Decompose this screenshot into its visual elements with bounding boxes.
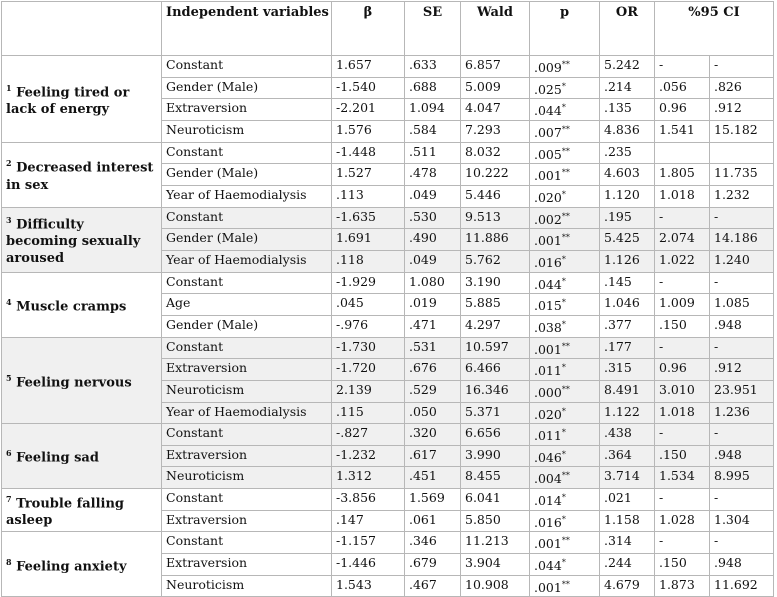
variable-cell: Age (162, 294, 332, 316)
p-value: .001 (534, 233, 562, 249)
beta-cell: -1.929 (332, 272, 405, 294)
ci-upper-cell: - (710, 56, 774, 78)
p-value: .020 (534, 190, 562, 206)
se-cell: .346 (405, 532, 461, 554)
p-cell (530, 99, 600, 121)
or-cell: 1.158 (600, 510, 655, 532)
p-value: .046 (534, 449, 562, 465)
p-cell (530, 467, 600, 489)
or-cell: 5.425 (600, 229, 655, 251)
beta-cell: -1.232 (332, 445, 405, 467)
outcome-number: 3 (6, 214, 12, 225)
se-cell: .471 (405, 315, 461, 337)
ci-lower-cell: - (655, 56, 710, 78)
significance-marker: * (561, 558, 566, 568)
variable-cell: Constant (162, 56, 332, 78)
wald-cell: 11.213 (461, 532, 530, 554)
ci-upper-cell: - (710, 424, 774, 446)
variable-cell: Extraversion (162, 99, 332, 121)
ci-upper-cell (710, 142, 774, 164)
p-cell (530, 120, 600, 142)
p-value: .001 (534, 168, 562, 184)
table-row (2, 337, 774, 359)
significance-marker: * (561, 449, 566, 459)
se-cell: .531 (405, 337, 461, 359)
wald-cell: 10.597 (461, 337, 530, 359)
ci-upper-cell: - (710, 532, 774, 554)
or-cell: 4.836 (600, 120, 655, 142)
significance-marker: ** (561, 233, 570, 243)
beta-cell: .113 (332, 185, 405, 207)
or-cell: .438 (600, 424, 655, 446)
header-se: SE (405, 2, 461, 56)
beta-cell: .147 (332, 510, 405, 532)
outcome-group-label (2, 272, 162, 337)
beta-cell: 1.691 (332, 229, 405, 251)
outcome-title: Trouble falling asleep (6, 496, 125, 529)
se-cell: .529 (405, 380, 461, 402)
p-cell (530, 380, 600, 402)
se-cell: .478 (405, 164, 461, 186)
or-cell: .135 (600, 99, 655, 121)
wald-cell: 5.371 (461, 402, 530, 424)
p-cell (530, 294, 600, 316)
p-cell (530, 207, 600, 229)
variable-cell: Neuroticism (162, 380, 332, 402)
ci-lower-cell: 1.534 (655, 467, 710, 489)
ci-upper-cell: 8.995 (710, 467, 774, 489)
variable-cell: Constant (162, 272, 332, 294)
ci-upper-cell: - (710, 489, 774, 511)
or-cell: .314 (600, 532, 655, 554)
ci-upper-cell: 11.692 (710, 575, 774, 597)
significance-marker: * (561, 514, 566, 524)
se-cell: .511 (405, 142, 461, 164)
significance-marker: ** (561, 384, 570, 394)
se-cell: .676 (405, 359, 461, 381)
p-cell (530, 402, 600, 424)
variable-cell: Neuroticism (162, 467, 332, 489)
ci-upper-cell: 1.240 (710, 250, 774, 272)
or-cell: .315 (600, 359, 655, 381)
table-row (2, 424, 774, 446)
variable-cell: Constant (162, 337, 332, 359)
p-cell (530, 229, 600, 251)
or-cell: 8.491 (600, 380, 655, 402)
variable-cell: Constant (162, 489, 332, 511)
outcome-number: 2 (6, 158, 12, 169)
or-cell: .244 (600, 554, 655, 576)
p-cell (530, 424, 600, 446)
p-value: .005 (534, 146, 562, 162)
ci-lower-cell: 1.018 (655, 185, 710, 207)
p-value: .004 (534, 471, 562, 487)
p-value: .009 (534, 60, 562, 76)
header-independent-variables: Independent variables (162, 2, 332, 56)
wald-cell: 6.041 (461, 489, 530, 511)
ci-upper-cell: .948 (710, 445, 774, 467)
significance-marker: ** (561, 124, 570, 134)
significance-marker: * (561, 319, 566, 329)
or-cell: .214 (600, 77, 655, 99)
ci-upper-cell: 15.182 (710, 120, 774, 142)
beta-cell: -1.157 (332, 532, 405, 554)
outcome-number: 5 (6, 372, 12, 383)
beta-cell: -1.540 (332, 77, 405, 99)
beta-cell: 1.576 (332, 120, 405, 142)
header-p: p (530, 2, 600, 56)
se-cell: .049 (405, 185, 461, 207)
or-cell: 4.603 (600, 164, 655, 186)
outcome-group-label (2, 207, 162, 272)
ci-lower-cell: - (655, 532, 710, 554)
or-cell: 5.242 (600, 56, 655, 78)
p-cell (530, 337, 600, 359)
p-value: .011 (534, 363, 562, 379)
p-cell (530, 185, 600, 207)
table-row (2, 489, 774, 511)
beta-cell: -.827 (332, 424, 405, 446)
p-value: .000 (534, 385, 562, 400)
p-value: .002 (534, 211, 562, 227)
p-cell (530, 489, 600, 511)
p-cell (530, 359, 600, 381)
wald-cell: 8.032 (461, 142, 530, 164)
se-cell: .049 (405, 250, 461, 272)
wald-cell: 9.513 (461, 207, 530, 229)
significance-marker: * (561, 428, 566, 438)
ci-lower-cell: - (655, 272, 710, 294)
beta-cell: 1.543 (332, 575, 405, 597)
regression-table (1, 1, 774, 597)
wald-cell: 3.190 (461, 272, 530, 294)
ci-lower-cell: 1.022 (655, 250, 710, 272)
ci-lower-cell: 3.010 (655, 380, 710, 402)
se-cell: 1.569 (405, 489, 461, 511)
ci-lower-cell: 2.074 (655, 229, 710, 251)
p-value: .044 (534, 558, 562, 574)
p-value: .038 (534, 320, 562, 336)
se-cell: .633 (405, 56, 461, 78)
beta-cell: -1.720 (332, 359, 405, 381)
ci-upper-cell: .826 (710, 77, 774, 99)
variable-cell: Gender (Male) (162, 315, 332, 337)
ci-upper-cell: 14.186 (710, 229, 774, 251)
se-cell: .490 (405, 229, 461, 251)
wald-cell: 8.455 (461, 467, 530, 489)
se-cell: .467 (405, 575, 461, 597)
ci-upper-cell: - (710, 337, 774, 359)
outcome-title: Difficulty becoming sexually aroused (6, 217, 141, 267)
ci-upper-cell: - (710, 272, 774, 294)
p-cell (530, 250, 600, 272)
variable-cell: Year of Haemodialysis (162, 185, 332, 207)
beta-cell: 1.527 (332, 164, 405, 186)
ci-upper-cell: 1.236 (710, 402, 774, 424)
se-cell: .584 (405, 120, 461, 142)
p-cell (530, 554, 600, 576)
p-value: .001 (534, 579, 562, 595)
header-or: OR (600, 2, 655, 56)
ci-lower-cell: 1.873 (655, 575, 710, 597)
ci-upper-cell: .912 (710, 359, 774, 381)
wald-cell: 10.222 (461, 164, 530, 186)
outcome-title: Feeling sad (16, 450, 99, 466)
ci-lower-cell: 0.96 (655, 99, 710, 121)
outcome-group-label (2, 489, 162, 532)
or-cell: 1.046 (600, 294, 655, 316)
ci-lower-cell: 1.009 (655, 294, 710, 316)
significance-marker: ** (561, 168, 570, 178)
beta-cell: -1.446 (332, 554, 405, 576)
ci-lower-cell: - (655, 337, 710, 359)
outcome-group-label (2, 532, 162, 597)
se-cell: .617 (405, 445, 461, 467)
beta-cell: -2.201 (332, 99, 405, 121)
or-cell: 1.122 (600, 402, 655, 424)
wald-cell: 5.009 (461, 77, 530, 99)
ci-upper-cell: 11.735 (710, 164, 774, 186)
beta-cell: -.976 (332, 315, 405, 337)
p-value: .014 (534, 493, 562, 509)
p-value: .015 (534, 298, 562, 314)
se-cell: .530 (405, 207, 461, 229)
ci-lower-cell: .150 (655, 445, 710, 467)
outcome-title: Muscle cramps (16, 299, 127, 315)
wald-cell: 10.908 (461, 575, 530, 597)
p-value: .016 (534, 255, 562, 271)
variable-cell: Neuroticism (162, 120, 332, 142)
p-value: .001 (534, 536, 562, 552)
wald-cell: 7.293 (461, 120, 530, 142)
header-beta: β (332, 2, 405, 56)
significance-marker: * (561, 254, 566, 264)
p-cell (530, 575, 600, 597)
or-cell: .235 (600, 142, 655, 164)
table-body (2, 56, 774, 597)
table-row (2, 207, 774, 229)
significance-marker: ** (561, 60, 570, 69)
or-cell: .145 (600, 272, 655, 294)
variable-cell: Extraversion (162, 554, 332, 576)
or-cell: .021 (600, 489, 655, 511)
beta-cell: -3.856 (332, 489, 405, 511)
significance-marker: * (561, 493, 566, 503)
or-cell: 1.120 (600, 185, 655, 207)
ci-lower-cell (655, 142, 710, 164)
wald-cell: 6.466 (461, 359, 530, 381)
se-cell: .679 (405, 554, 461, 576)
p-cell (530, 445, 600, 467)
significance-marker: ** (561, 536, 570, 546)
variable-cell: Year of Haemodialysis (162, 402, 332, 424)
or-cell: 4.679 (600, 575, 655, 597)
ci-lower-cell: 0.96 (655, 359, 710, 381)
p-cell (530, 142, 600, 164)
table-row (2, 142, 774, 164)
variable-cell: Constant (162, 207, 332, 229)
header-wald: Wald (461, 2, 530, 56)
variable-cell: Gender (Male) (162, 77, 332, 99)
wald-cell: 5.762 (461, 250, 530, 272)
outcome-group-label (2, 337, 162, 424)
wald-cell: 4.297 (461, 315, 530, 337)
p-value: .016 (534, 514, 562, 530)
outcome-title: Feeling anxiety (16, 559, 127, 575)
header-ci: %95 CI (655, 2, 774, 56)
p-value: .007 (534, 125, 562, 141)
wald-cell: 3.904 (461, 554, 530, 576)
ci-upper-cell: 1.232 (710, 185, 774, 207)
or-cell: 1.126 (600, 250, 655, 272)
se-cell: .451 (405, 467, 461, 489)
table-row (2, 532, 774, 554)
table-row (2, 272, 774, 294)
significance-marker: * (561, 406, 566, 416)
ci-lower-cell: .150 (655, 554, 710, 576)
se-cell: 1.094 (405, 99, 461, 121)
or-cell: .377 (600, 315, 655, 337)
variable-cell: Constant (162, 142, 332, 164)
significance-marker: * (561, 363, 566, 373)
outcome-number: 6 (6, 448, 12, 459)
p-value: .001 (534, 341, 562, 357)
or-cell: .364 (600, 445, 655, 467)
or-cell: .195 (600, 207, 655, 229)
outcome-title: Feeling tired or lack of energy (6, 84, 130, 117)
ci-lower-cell: - (655, 207, 710, 229)
wald-cell: 6.857 (461, 56, 530, 78)
se-cell: .019 (405, 294, 461, 316)
wald-cell: 4.047 (461, 99, 530, 121)
header-group (2, 2, 162, 56)
ci-lower-cell: .056 (655, 77, 710, 99)
wald-cell: 3.990 (461, 445, 530, 467)
or-cell: 3.714 (600, 467, 655, 489)
variable-cell: Gender (Male) (162, 164, 332, 186)
p-value: .044 (534, 103, 562, 119)
significance-marker: ** (561, 146, 570, 156)
significance-marker: ** (561, 341, 570, 351)
wald-cell: 6.656 (461, 424, 530, 446)
ci-lower-cell: 1.541 (655, 120, 710, 142)
significance-marker: * (561, 103, 566, 113)
significance-marker: ** (561, 211, 570, 221)
p-value: .025 (534, 81, 562, 97)
significance-marker: * (561, 81, 566, 91)
p-cell (530, 315, 600, 337)
header-row (2, 2, 774, 56)
outcome-number: 8 (6, 556, 12, 567)
ci-upper-cell: - (710, 207, 774, 229)
variable-cell: Extraversion (162, 445, 332, 467)
ci-upper-cell: .948 (710, 554, 774, 576)
variable-cell: Constant (162, 532, 332, 554)
ci-lower-cell: .150 (655, 315, 710, 337)
wald-cell: 5.850 (461, 510, 530, 532)
ci-lower-cell: 1.805 (655, 164, 710, 186)
outcome-number: 1 (6, 82, 12, 93)
ci-upper-cell: .948 (710, 315, 774, 337)
significance-marker: * (561, 298, 566, 308)
beta-cell: -1.635 (332, 207, 405, 229)
p-cell (530, 164, 600, 186)
variable-cell: Extraversion (162, 359, 332, 381)
ci-upper-cell: 1.085 (710, 294, 774, 316)
significance-marker: * (561, 276, 566, 286)
variable-cell: Extraversion (162, 510, 332, 532)
wald-cell: 11.886 (461, 229, 530, 251)
ci-lower-cell: - (655, 489, 710, 511)
p-value: .011 (534, 428, 562, 444)
variable-cell: Constant (162, 424, 332, 446)
p-cell (530, 56, 600, 78)
variable-cell: Neuroticism (162, 575, 332, 597)
beta-cell: -1.448 (332, 142, 405, 164)
wald-cell: 5.885 (461, 294, 530, 316)
beta-cell: .115 (332, 402, 405, 424)
beta-cell: -1.730 (332, 337, 405, 359)
beta-cell: .118 (332, 250, 405, 272)
wald-cell: 16.346 (461, 380, 530, 402)
wald-cell: 5.446 (461, 185, 530, 207)
p-cell (530, 532, 600, 554)
outcome-group-label (2, 56, 162, 143)
table-row (2, 56, 774, 78)
ci-upper-cell: 23.951 (710, 380, 774, 402)
or-cell: .177 (600, 337, 655, 359)
p-cell (530, 510, 600, 532)
ci-upper-cell: .912 (710, 99, 774, 121)
ci-lower-cell: 1.028 (655, 510, 710, 532)
se-cell: .050 (405, 402, 461, 424)
significance-marker: ** (561, 471, 570, 481)
se-cell: .688 (405, 77, 461, 99)
ci-upper-cell: 1.304 (710, 510, 774, 532)
outcome-number: 7 (6, 494, 12, 505)
se-cell: .320 (405, 424, 461, 446)
outcome-title: Feeling nervous (16, 375, 132, 390)
beta-cell: 1.657 (332, 56, 405, 78)
p-cell (530, 77, 600, 99)
ci-lower-cell: - (655, 424, 710, 446)
beta-cell: 1.312 (332, 467, 405, 489)
significance-marker: ** (561, 579, 570, 589)
outcome-group-label (2, 424, 162, 489)
variable-cell: Gender (Male) (162, 229, 332, 251)
outcome-group-label (2, 142, 162, 207)
p-value: .020 (534, 406, 562, 422)
outcome-number: 4 (6, 296, 12, 307)
se-cell: .061 (405, 510, 461, 532)
variable-cell: Year of Haemodialysis (162, 250, 332, 272)
beta-cell: 2.139 (332, 380, 405, 402)
beta-cell: .045 (332, 294, 405, 316)
p-value: .044 (534, 276, 562, 292)
significance-marker: * (561, 189, 566, 199)
p-cell (530, 272, 600, 294)
ci-lower-cell: 1.018 (655, 402, 710, 424)
se-cell: 1.080 (405, 272, 461, 294)
outcome-title: Decreased interest in sex (6, 160, 154, 193)
